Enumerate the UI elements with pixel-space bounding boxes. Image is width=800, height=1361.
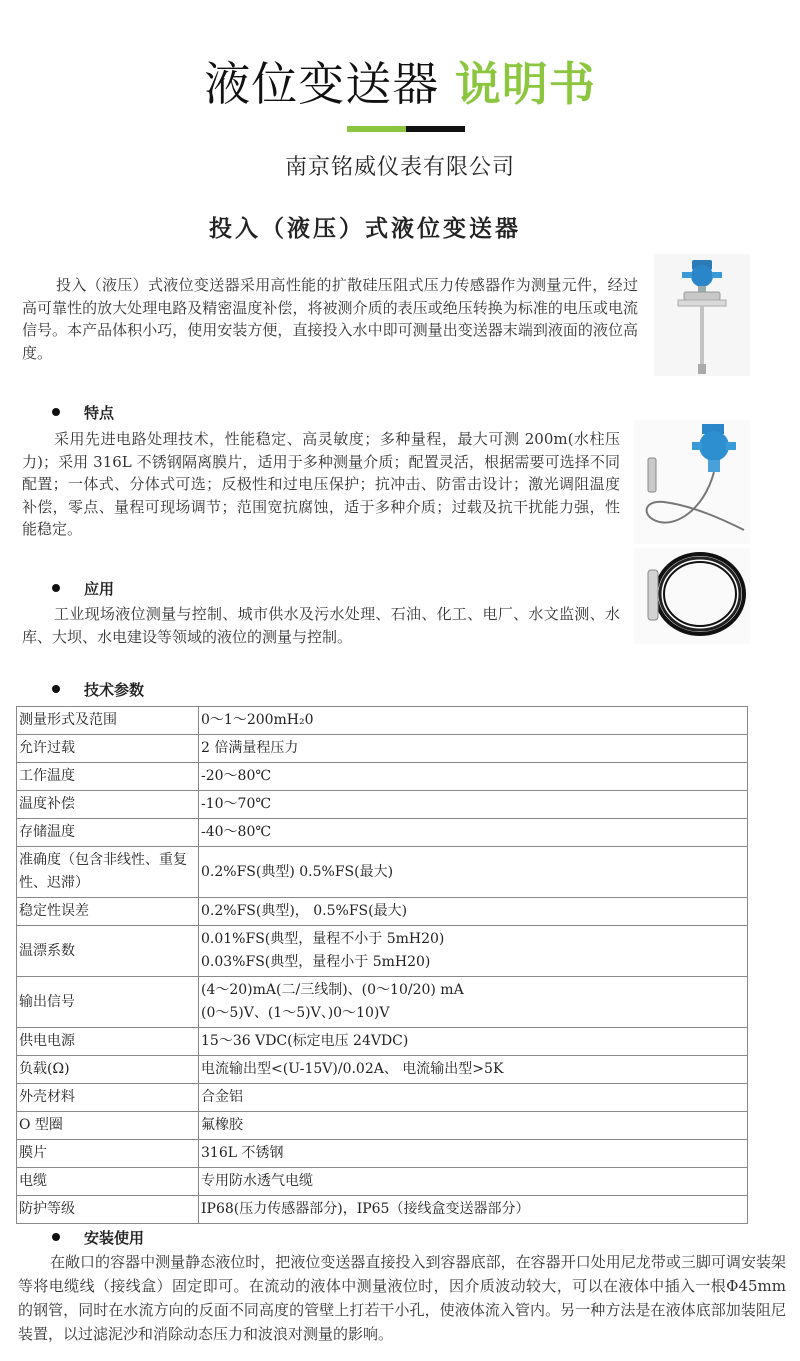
spec-value <box>199 791 748 819</box>
spec-value <box>199 1112 748 1140</box>
spec-value-line: 氟橡胶 <box>201 1117 243 1133</box>
table-row <box>17 898 748 926</box>
spec-label: 温度补偿 <box>17 791 199 819</box>
bullet-icon <box>52 408 60 416</box>
table-row <box>17 1140 748 1168</box>
install-paragraph: 在敞口的容器中测量静态液位时，把液位变送器直接投入到容器底部，在容器开口处用尼龙带或三脚可调安装架等将电缆线（接线盒）固定即可。在流动的液体中测量液位时，因介质波动较大，可以在液体中插入一根Φ45mm 的钢管，同时在水流方向的反面不同高度的管壁上打若干小孔，使液体流入管内。另一种方法是在液体底部加装阻尼装置，以过滤泥沙和消除动态压力和波浪对测量的影响。 <box>18 1253 786 1343</box>
title-accent: 说明书 <box>454 57 596 111</box>
product-subtitle: 投入（液压）式液位变送器 <box>209 216 521 242</box>
spec-value <box>199 1168 748 1196</box>
features-paragraph: 采用先进电路处理技术，性能稳定、高灵敏度；多种量程，最大可测 200m(水柱压力)；采用 316L 不锈钢隔离膜片，适用于多种测量介质；配置灵活，根据需要可选择不同配置；一体式、分体式可选；反极性和过电压保护；抗冲击、防雷击设计；激光调阻温度补偿，零点、量程可现场调节；范围宽抗腐蚀，适于多种介质；过载及抗干扰能力强，性能稳定。 <box>22 430 620 538</box>
spec-value-line: 15～36 VDC(标定电压 24VDC) <box>201 1033 409 1049</box>
spec-label: O 型圈 <box>17 1112 199 1140</box>
product-image-flange-transmitter <box>654 254 750 376</box>
install-heading: 安装使用 <box>52 1227 144 1248</box>
applications-paragraph: 工业现场液位测量与控制、城市供水及污水处理、石油、化工、电厂、水文监测、水库、大坝、水电建设等领域的液位的测量与控制。 <box>22 605 620 646</box>
bullet-icon <box>52 1233 60 1241</box>
spec-value-line: 专用防水透气电缆 <box>201 1173 313 1189</box>
table-row <box>17 763 748 791</box>
spec-value <box>199 1056 748 1084</box>
specs-table <box>16 706 748 1224</box>
spec-label: 膜片 <box>17 1140 199 1168</box>
spec-label: 工作温度 <box>17 763 199 791</box>
spec-value-line: (4～20)mA(二/三线制)、(0～10/20) mA <box>201 982 464 998</box>
spec-value <box>199 1028 748 1056</box>
spec-value <box>199 735 748 763</box>
spec-value <box>199 707 748 735</box>
title-main: 液位变送器 <box>204 57 440 111</box>
product-image-split-transmitter <box>634 420 750 544</box>
table-row <box>17 1168 748 1196</box>
spec-label: 输出信号 <box>17 977 199 1028</box>
spec-label: 测量形式及范围 <box>17 707 199 735</box>
spec-value-line: 0.03%FS(典型，量程小于 5mH20) <box>201 954 431 970</box>
spec-value-line: 316L 不锈钢 <box>201 1145 284 1161</box>
table-row <box>17 847 748 898</box>
table-row <box>17 977 748 1028</box>
bullet-icon <box>52 584 60 592</box>
spec-value <box>199 763 748 791</box>
spec-value-line: 电流输出型<(U-15V)/0.02A、 电流输出型>5K <box>201 1061 504 1077</box>
title-underline-black <box>406 126 465 132</box>
spec-value-line: 0～1～200mH₂0 <box>201 712 314 728</box>
spec-value <box>199 926 748 977</box>
spec-value <box>199 898 748 926</box>
table-row <box>17 1084 748 1112</box>
product-image-submersible-probe <box>634 548 750 644</box>
spec-value <box>199 1084 748 1112</box>
specs-heading: 技术参数 <box>52 679 144 700</box>
spec-value-line: 0.2%FS(典型) 0.5%FS(最大) <box>201 863 394 880</box>
spec-value-line: IP68(压力传感器部分)，IP65（接线盒变送器部分） <box>201 1201 530 1217</box>
spec-label: 电缆 <box>17 1168 199 1196</box>
spec-label: 防护等级 <box>17 1196 199 1224</box>
spec-value <box>199 1196 748 1224</box>
bullet-icon <box>52 685 60 693</box>
spec-label: 存储温度 <box>17 819 199 847</box>
spec-value-line: 合金铝 <box>201 1089 243 1105</box>
spec-value-line: -40～80℃ <box>201 824 272 840</box>
spec-value <box>199 977 748 1028</box>
table-row <box>17 926 748 977</box>
spec-label: 外壳材料 <box>17 1084 199 1112</box>
table-row <box>17 1112 748 1140</box>
spec-value-line: 2 倍满量程压力 <box>201 740 299 756</box>
spec-label: 准确度（包含非线性、重复性、迟滞） <box>17 847 199 898</box>
table-row <box>17 791 748 819</box>
table-row <box>17 819 748 847</box>
spec-label: 温漂系数 <box>17 926 199 977</box>
spec-value <box>199 819 748 847</box>
spec-value-line: (0～5)V、(1～5)V、)0～10)V <box>201 1005 390 1021</box>
specs-table-body <box>17 707 748 1224</box>
spec-value-line: 0.01%FS(典型，量程不小于 5mH20) <box>201 931 445 947</box>
table-row <box>17 1028 748 1056</box>
title-underline-green <box>347 126 406 132</box>
features-heading: 特点 <box>52 402 114 423</box>
spec-label: 供电电源 <box>17 1028 199 1056</box>
spec-value <box>199 847 748 898</box>
intro-paragraph: 投入（液压）式液位变送器采用高性能的扩散硅压阻式压力传感器作为测量元件，经过高可靠性的放大处理电路及精密温度补偿，将被测介质的表压或绝压转换为标准的电压或电流信号。本产品体积小巧，使用安装方便，直接投入水中即可测量出变送器末端到液面的液位高度。 <box>22 276 638 362</box>
table-row <box>17 1196 748 1224</box>
spec-value <box>199 1140 748 1168</box>
table-row <box>17 1056 748 1084</box>
company-name: 南京铭威仪表有限公司 <box>284 155 515 180</box>
spec-value-line: -20～80℃ <box>201 768 272 784</box>
spec-label: 允许过载 <box>17 735 199 763</box>
spec-label: 负载(Ω) <box>17 1056 199 1084</box>
spec-label: 稳定性误差 <box>17 898 199 926</box>
document-title <box>0 48 800 114</box>
table-row <box>17 735 748 763</box>
spec-value-line: -10～70℃ <box>201 796 272 812</box>
applications-heading: 应用 <box>52 578 114 599</box>
table-row <box>17 707 748 735</box>
spec-value-line: 0.2%FS(典型)， 0.5%FS(最大) <box>201 903 408 919</box>
